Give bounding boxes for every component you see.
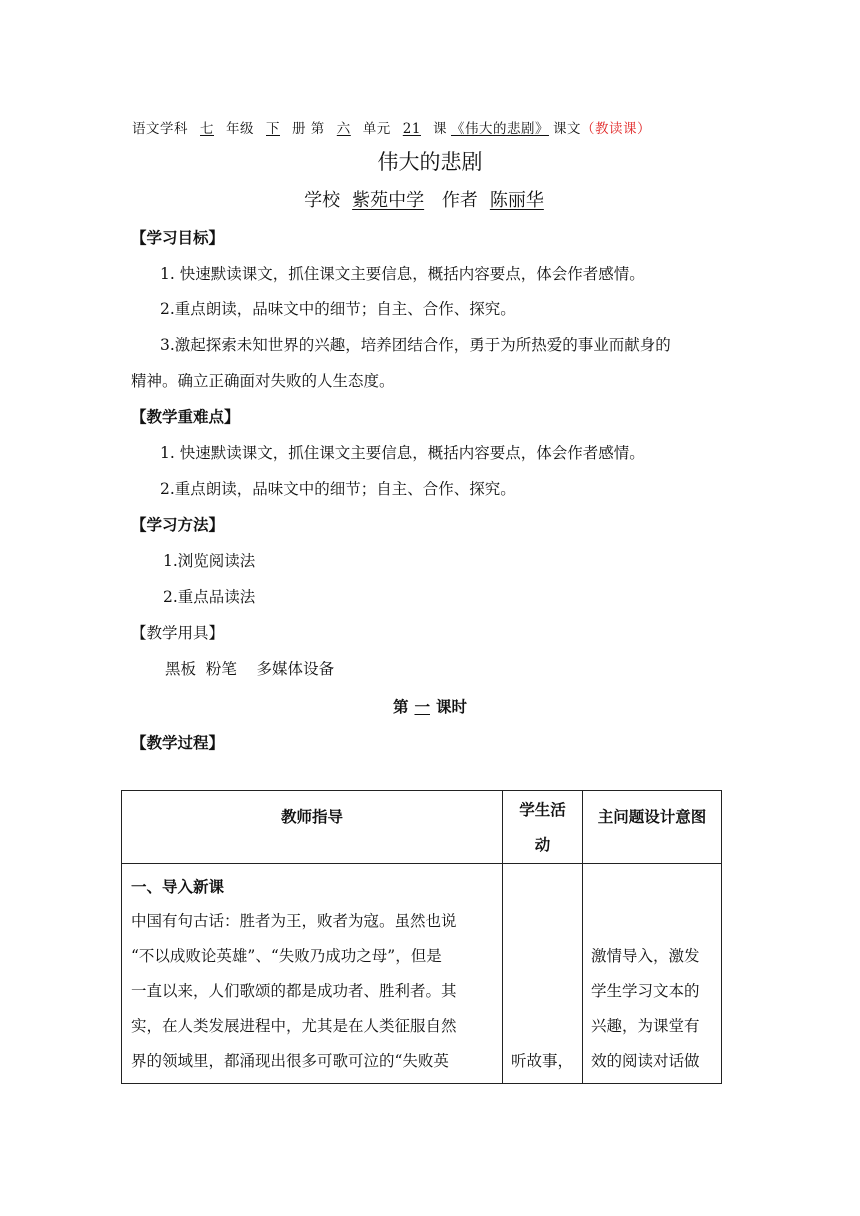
document-title: 伟大的悲剧 [377, 150, 483, 174]
column-header-intent: 主问题设计意图 [583, 791, 722, 864]
lesson-header [132, 117, 651, 137]
objective-item: 3.激起探索未知世界的兴趣，培养团结合作，勇于为所热爱的事业而献身的 [160, 336, 671, 354]
table-row [122, 864, 722, 1084]
tools-list: 黑板 粉笔 多媒体设备 [165, 660, 335, 678]
subject-label: 语文学科 [132, 121, 188, 137]
book-value: 下 [266, 121, 280, 137]
book-label: 册 第 [292, 121, 325, 137]
lesson-period-number: 一 [414, 698, 430, 716]
intent-text-line: 效的阅读对话做 [591, 1052, 700, 1070]
teacher-text-line: “不以成败论英雄”、“失败乃成功之母”，但是 [131, 947, 442, 965]
lesson-type: （教读课） [580, 121, 651, 137]
key-points-heading: 【教学重难点】 [131, 408, 240, 426]
grade-label: 年级 [226, 121, 254, 137]
grade-value: 七 [200, 121, 214, 137]
unit-label: 单元 [362, 121, 391, 137]
column-header-teacher: 教师指导 [122, 791, 503, 864]
text-label: 课文 [552, 121, 581, 137]
intent-text-line: 激情导入，激发 [591, 947, 700, 965]
design-intent-cell [583, 864, 722, 1084]
process-heading: 【教学过程】 [131, 734, 225, 752]
teacher-text-line: 中国有句古话：胜者为王，败者为寇。虽然也说 [131, 912, 457, 930]
objective-item-continued: 精神。确立正确面对失败的人生态度。 [131, 372, 395, 390]
school-name: 紫苑中学 [352, 190, 425, 211]
method-item: 2.重点品读法 [163, 588, 256, 606]
column-header-student: 学生活 动 [503, 791, 583, 864]
lesson-period-prefix: 第 [392, 698, 409, 716]
method-item: 1.浏览阅读法 [163, 552, 256, 570]
objective-item: 1. 快速默读课文，抓住课文主要信息，概括内容要点，体会作者感情。 [160, 265, 645, 283]
unit-value: 六 [336, 121, 351, 137]
intent-text-line: 兴趣，为课堂有 [591, 1017, 700, 1035]
lesson-number: 21 [402, 121, 421, 137]
author-name: 陈丽华 [489, 190, 544, 211]
lesson-period-suffix: 课时 [436, 698, 468, 716]
table-header-row [122, 791, 722, 864]
school-label: 学校 [304, 190, 341, 211]
key-point-item: 1. 快速默读课文，抓住课文主要信息，概括内容要点，体会作者感情。 [160, 444, 645, 462]
teaching-process-table [121, 790, 722, 1084]
section-title: 一、导入新课 [131, 878, 225, 896]
teacher-text-line: 一直以来，人们歌颂的都是成功者、胜利者。其 [131, 982, 457, 1000]
tools-heading: 【教学用具】 [131, 624, 225, 642]
school-author-line [0, 186, 860, 212]
lesson-period [0, 695, 860, 717]
student-activity-cell [503, 864, 583, 1084]
objective-item: 2.重点朗读，品味文中的细节；自主、合作、探究。 [160, 300, 516, 318]
intent-text-line: 学生学习文本的 [591, 982, 700, 1000]
student-text-line: 听故事， [511, 1052, 574, 1070]
key-point-item: 2.重点朗读，品味文中的细节；自主、合作、探究。 [160, 480, 516, 498]
teacher-text-line: 实，在人类发展进程中，尤其是在人类征服自然 [131, 1017, 457, 1035]
text-title: 《伟大的悲剧》 [450, 121, 549, 137]
objectives-heading: 【学习目标】 [131, 229, 225, 247]
author-label: 作者 [441, 190, 478, 211]
methods-heading: 【学习方法】 [131, 516, 225, 534]
teacher-guidance-cell [122, 864, 503, 1084]
teacher-text-line: 界的领域里，都涌现出很多可歌可泣的“失败英 [131, 1052, 449, 1070]
lesson-label: 课 [432, 121, 447, 137]
